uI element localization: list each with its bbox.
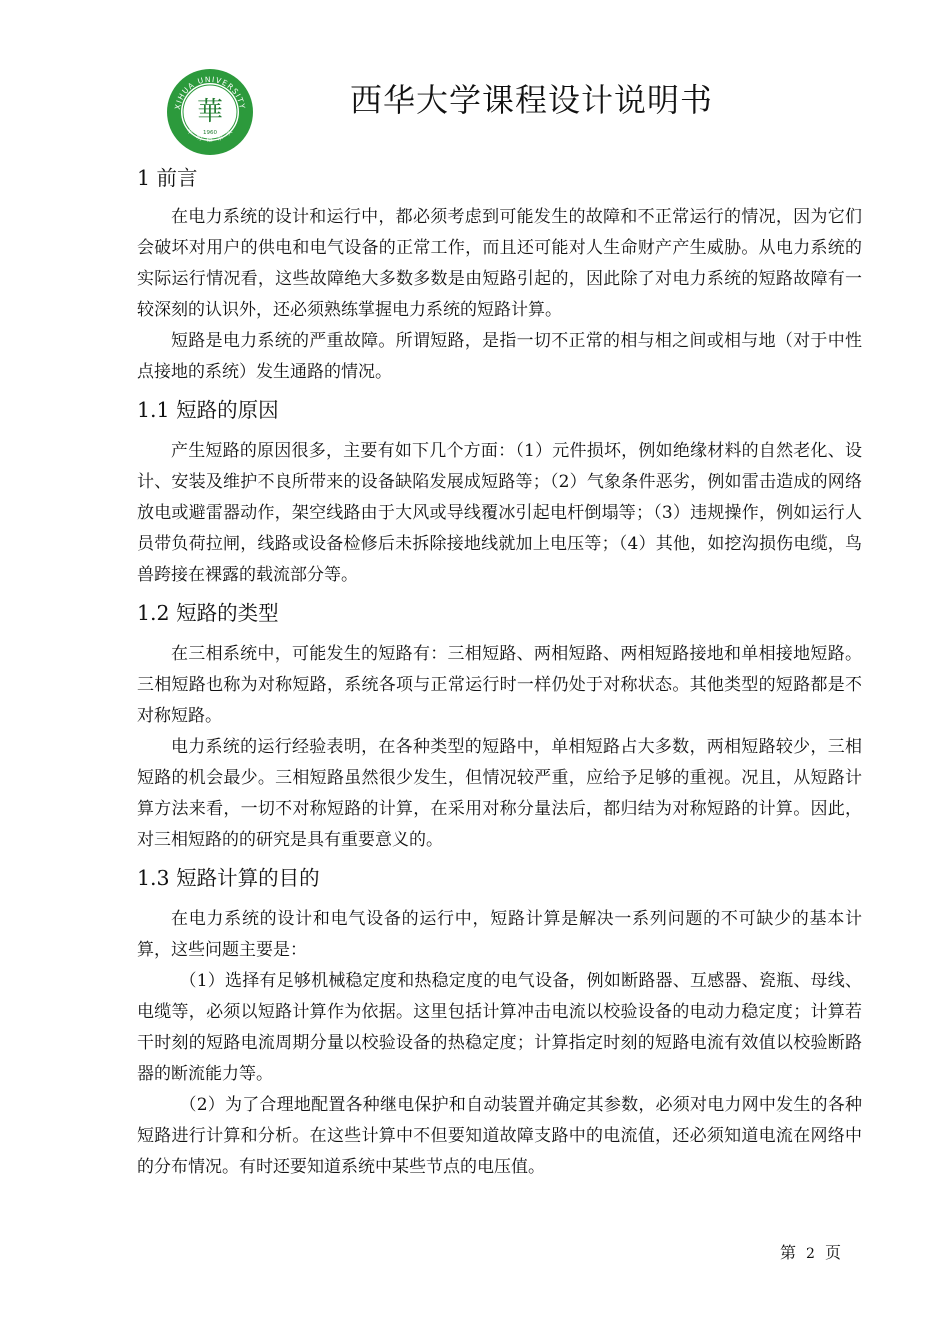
section-heading: 1.2 短路的类型 — [137, 601, 279, 625]
paragraph: 产生短路的原因很多，主要有如下几个方面：（1）元件损坏，例如绝缘材料的自然老化、设计、安装及维护不良所带来的设备缺陷发展成短路等；（2）气象条件恶劣，例如雷击造成的网络放电或避雷器动作，架空线路由于大风或导线覆冰引起电杆倒塌等；（3）违规操作，例如运行人员带负荷拉闸，线路或设备检修后未拆除接地线就加上电压等；（4）其他，如挖沟损伤电缆，鸟兽跨接在裸露的载流部分等。 — [137, 441, 862, 585]
paragraph: 电力系统的运行经验表明，在各种类型的短路中，单相短路占大多数，两相短路较少，三相短路的机会最少。三相短路虽然很少发生，但情况较严重，应给予足够的重视。况且，从短路计算方法来看，一切不对称短路的计算，在采用对称分量法后，都归结为对称短路的计算。因此，对三相短路的的研究是具有重要意义的。 — [137, 737, 862, 850]
logo-bottom-text: 华 明 德 求 实 — [185, 127, 235, 144]
section-short-circuit-types — [137, 599, 862, 856]
document-body — [137, 164, 862, 1183]
page-prefix: 第 — [780, 1243, 797, 1262]
university-logo — [166, 68, 254, 156]
logo-year: 1960 — [203, 130, 217, 136]
list-item: （1）选择有足够机械稳定度和热稳定度的电气设备，例如断路器、互感器、瓷瓶、母线、电缆等，必须以短路计算作为依据。这里包括计算冲击电流以校验设备的电动力稳定度；计算若干时刻的短路电流周期分量以校验设备的热稳定度；计算指定时刻的短路电流有效值以校验断路器的断流能力等。 — [137, 971, 862, 1084]
section-short-circuit-causes — [137, 396, 862, 591]
section-heading: 1.1 短路的原因 — [137, 398, 279, 422]
page-suffix: 页 — [824, 1243, 841, 1262]
section-calculation-purpose — [137, 864, 862, 1183]
page-number-footer — [780, 1240, 870, 1263]
paragraph: 在电力系统的设计和电气设备的运行中，短路计算是解决一系列问题的不可缺少的基本计算，这些问题主要是： — [137, 909, 862, 960]
university-seal-icon — [166, 68, 254, 156]
document-title: 西华大学课程设计说明书 — [350, 81, 714, 119]
paragraph: 在三相系统中，可能发生的短路有：三相短路、两相短路、两相短路接地和单相接地短路。三相短路也称为对称短路，系统各项与正常运行时一样仍处于对称状态。其他类型的短路都是不对称短路。 — [137, 644, 862, 726]
logo-ring-text: XIHUA UNIVERSITY — [173, 74, 247, 111]
paragraph: 在电力系统的设计和运行中，都必须考虑到可能发生的故障和不正常运行的情况，因为它们会破坏对用户的供电和电气设备的正常工作，而且还可能对人生命财产产生威胁。从电力系统的实际运行情况看，这些故障绝大多数多数是由短路引起的，因此除了对电力系统的短路故障有一较深刻的认识外，还必须熟练掌握电力系统的短路计算。 — [137, 207, 862, 320]
section-heading: 1.3 短路计算的目的 — [137, 866, 320, 890]
list-item: （2）为了合理地配置各种继电保护和自动装置并确定其参数，必须对电力网中发生的各种短路进行计算和分析。在这些计算中不但要知道故障支路中的电流值，还必须知道电流在网络中的分布情况。有时还要知道系统中某些节点的电压值。 — [137, 1095, 862, 1177]
logo-center-glyph: 華 — [196, 97, 224, 127]
page-header — [0, 0, 950, 160]
page-number: 2 — [806, 1246, 815, 1262]
section-preface — [137, 164, 862, 388]
section-heading: 1 前言 — [137, 166, 198, 190]
paragraph: 短路是电力系统的严重故障。所谓短路，是指一切不正常的相与相之间或相与地（对于中性点接地的系统）发生通路的情况。 — [137, 331, 862, 382]
